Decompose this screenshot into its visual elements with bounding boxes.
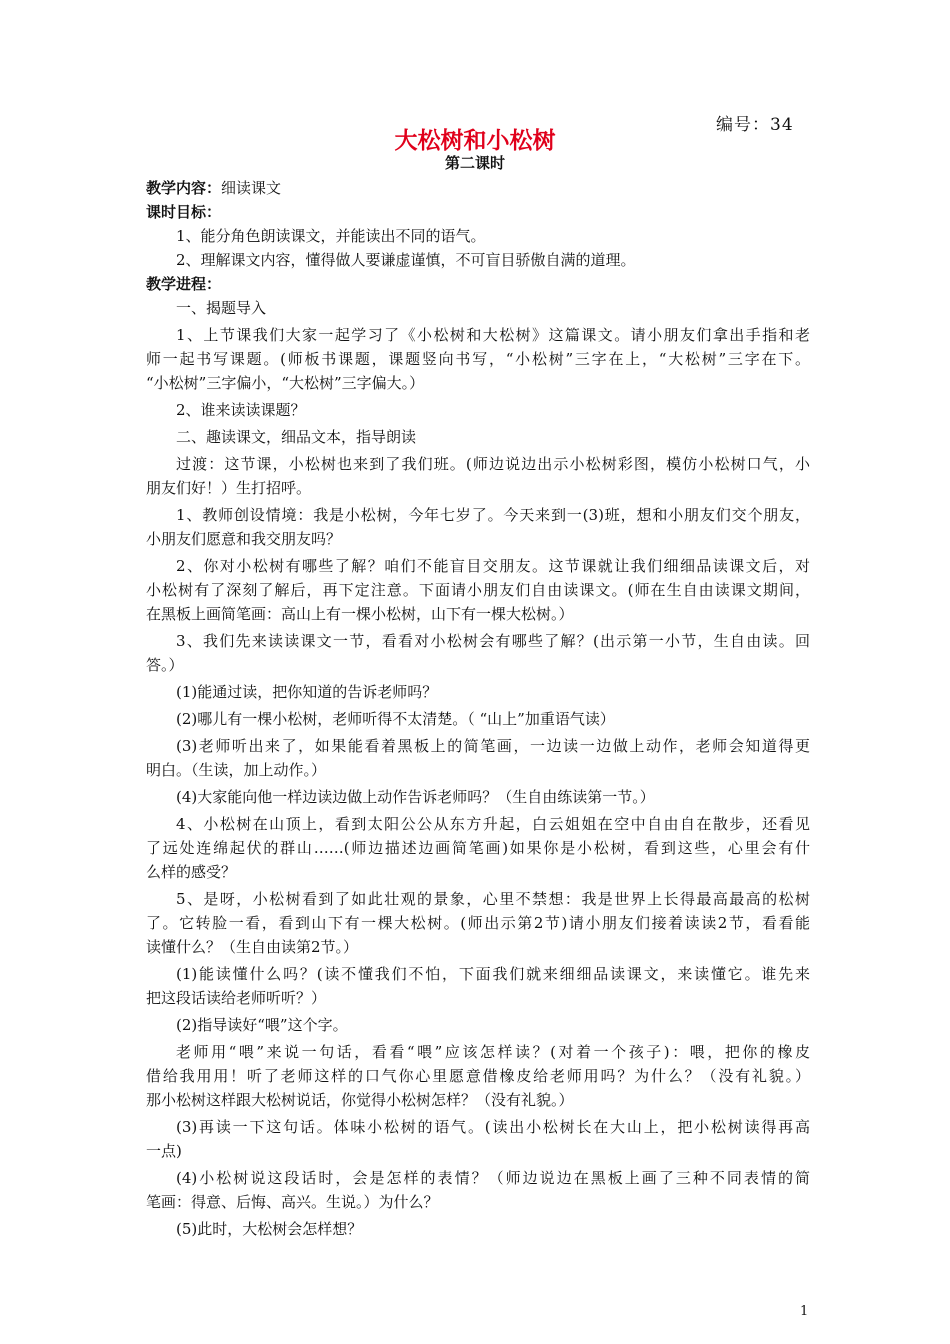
section-heading: 二、趣读课文，细品文本，指导朗读 [176, 428, 417, 446]
paragraph-line: 小朋友们愿意和我交朋友吗？ [146, 530, 342, 548]
paragraph-line: 3、我们先来读读课文一节，看看对小松树会有哪些了解？(出示第一小节，生自由读。回 [176, 632, 810, 650]
paragraph-line: 2、你对小松树有哪些了解？咱们不能盲目交朋友。这节课就让我们细细品读课文后，对 [176, 557, 810, 575]
goal-item: 2、理解课文内容，懂得做人要谦虚谨慎，不可盲目骄傲自满的道理。 [176, 251, 636, 269]
paragraph-line: 读懂什么？（生自由读第2节。） [146, 938, 359, 956]
paragraph-line: 了。它转脸一看，看到山下有一棵大松树。(师出示第2节)请小朋友们接着读读2节，看看能 [146, 914, 810, 932]
paragraph-line: 答。） [146, 656, 184, 674]
teaching-process-label: 教学进程： [146, 275, 222, 293]
teaching-content-label: 教学内容： [146, 179, 222, 197]
paragraph-line: 4、小松树在山顶上，看到太阳公公从东方升起，白云姐姐在空中自由自在散步，还看见 [176, 815, 810, 833]
paragraph-line: (2)哪儿有一棵小松树，老师听得不太清楚。（ “山上”加重语气读） [176, 710, 615, 728]
document-subtitle: 第二课时 [444, 154, 505, 172]
paragraph-line: 2、谁来读读课题？ [176, 401, 306, 419]
paragraph-line: 小松树有了深刻了解后，再下定注意。下面请小朋友们自由读课文。(师在生自由读课文期间， [146, 581, 810, 599]
paragraph-line: 老师用“喂”来说一句话，看看“喂”应该怎样读？(对着一个孩子)：喂，把你的橡皮 [176, 1043, 810, 1061]
teaching-content-row [146, 176, 810, 200]
paragraph-line: 朋友们好！）生打招呼。 [146, 479, 312, 497]
paragraph-line: 了远处连绵起伏的群山……(师边描述边画简笔画)如果你是小松树，看到这些，心里会有什 [146, 839, 810, 857]
page-number: 1 [800, 1304, 809, 1319]
paragraph-line: (5)此时，大松树会怎样想？ [176, 1220, 363, 1238]
paragraph-line: (3)老师听出来了，如果能看着黑板上的简笔画，一边读一边做上动作，老师会知道得更 [176, 737, 810, 755]
paragraph-line: (1)能通过读，把你知道的告诉老师吗？ [176, 683, 438, 701]
paragraph-line: 笔画：得意、后悔、高兴。生说。）为什么？ [146, 1193, 439, 1211]
paragraph-line: (2)指导读好“喂”这个字。 [176, 1016, 348, 1034]
goal-item: 1、能分角色朗读课文，并能读出不同的语气。 [176, 227, 486, 245]
section-heading: 一、揭题导入 [176, 299, 267, 317]
paragraph-line: 一点) [146, 1142, 182, 1160]
document-serial-number: 编号：34 [716, 115, 794, 135]
paragraph-line: (4)小松树说这段话时，会是怎样的表情？（师边说边在黑板上画了三种不同表情的简 [176, 1169, 810, 1187]
document-title: 大松树和小松树 [394, 127, 556, 154]
paragraph-line: (3)再读一下这句话。体味小松树的语气。(读出小松树长在大山上，把小松树读得再高 [176, 1118, 810, 1136]
lesson-goals-label: 课时目标： [146, 203, 222, 221]
paragraph-line: 么样的感受？ [146, 863, 237, 881]
paragraph-line: (1)能读懂什么吗？(读不懂我们不怕，下面我们就来细细品读课文，来读懂它。谁先来 [176, 965, 810, 983]
paragraph-line: 师一起书写课题。(师板书课题，课题竖向书写，“小松树”三字在上，“大松树”三字在下。 [146, 350, 810, 368]
paragraph-line: 1、教师创设情境：我是小松树，今年七岁了。今天来到一(3)班，想和小朋友们交个朋友， [176, 506, 810, 524]
teaching-content-value: 细读课文 [221, 179, 282, 197]
paragraph-line: 那小松树这样跟大松树说话，你觉得小松树怎样？（没有礼貌。） [146, 1091, 574, 1109]
paragraph-line: 明白。（生读，加上动作。） [146, 761, 327, 779]
paragraph-line: 把这段话读给老师听听？） [146, 989, 327, 1007]
document-body [146, 176, 810, 1241]
paragraph-line: “小松树”三字偏小，“大松树”三字偏大。） [146, 374, 425, 392]
paragraph-line: 借给我用用！听了老师这样的口气你心里愿意借橡皮给老师用吗？为什么？（没有礼貌。） [146, 1067, 810, 1085]
paragraph-line: 过渡：这节课，小松树也来到了我们班。(师边说边出示小松树彩图，模仿小松树口气，小 [176, 455, 810, 473]
paragraph-line: (4)大家能向他一样边读边做上动作告诉老师吗？（生自由练读第一节。） [176, 788, 655, 806]
paragraph-line: 在黑板上画简笔画：高山上有一棵小松树，山下有一棵大松树。） [146, 605, 574, 623]
paragraph-line: 1、上节课我们大家一起学习了《小松树和大松树》这篇课文。请小朋友们拿出手指和老 [176, 326, 810, 344]
paragraph-line: 5、是呀，小松树看到了如此壮观的景象，心里不禁想：我是世界上长得最高最高的松树 [176, 890, 810, 908]
